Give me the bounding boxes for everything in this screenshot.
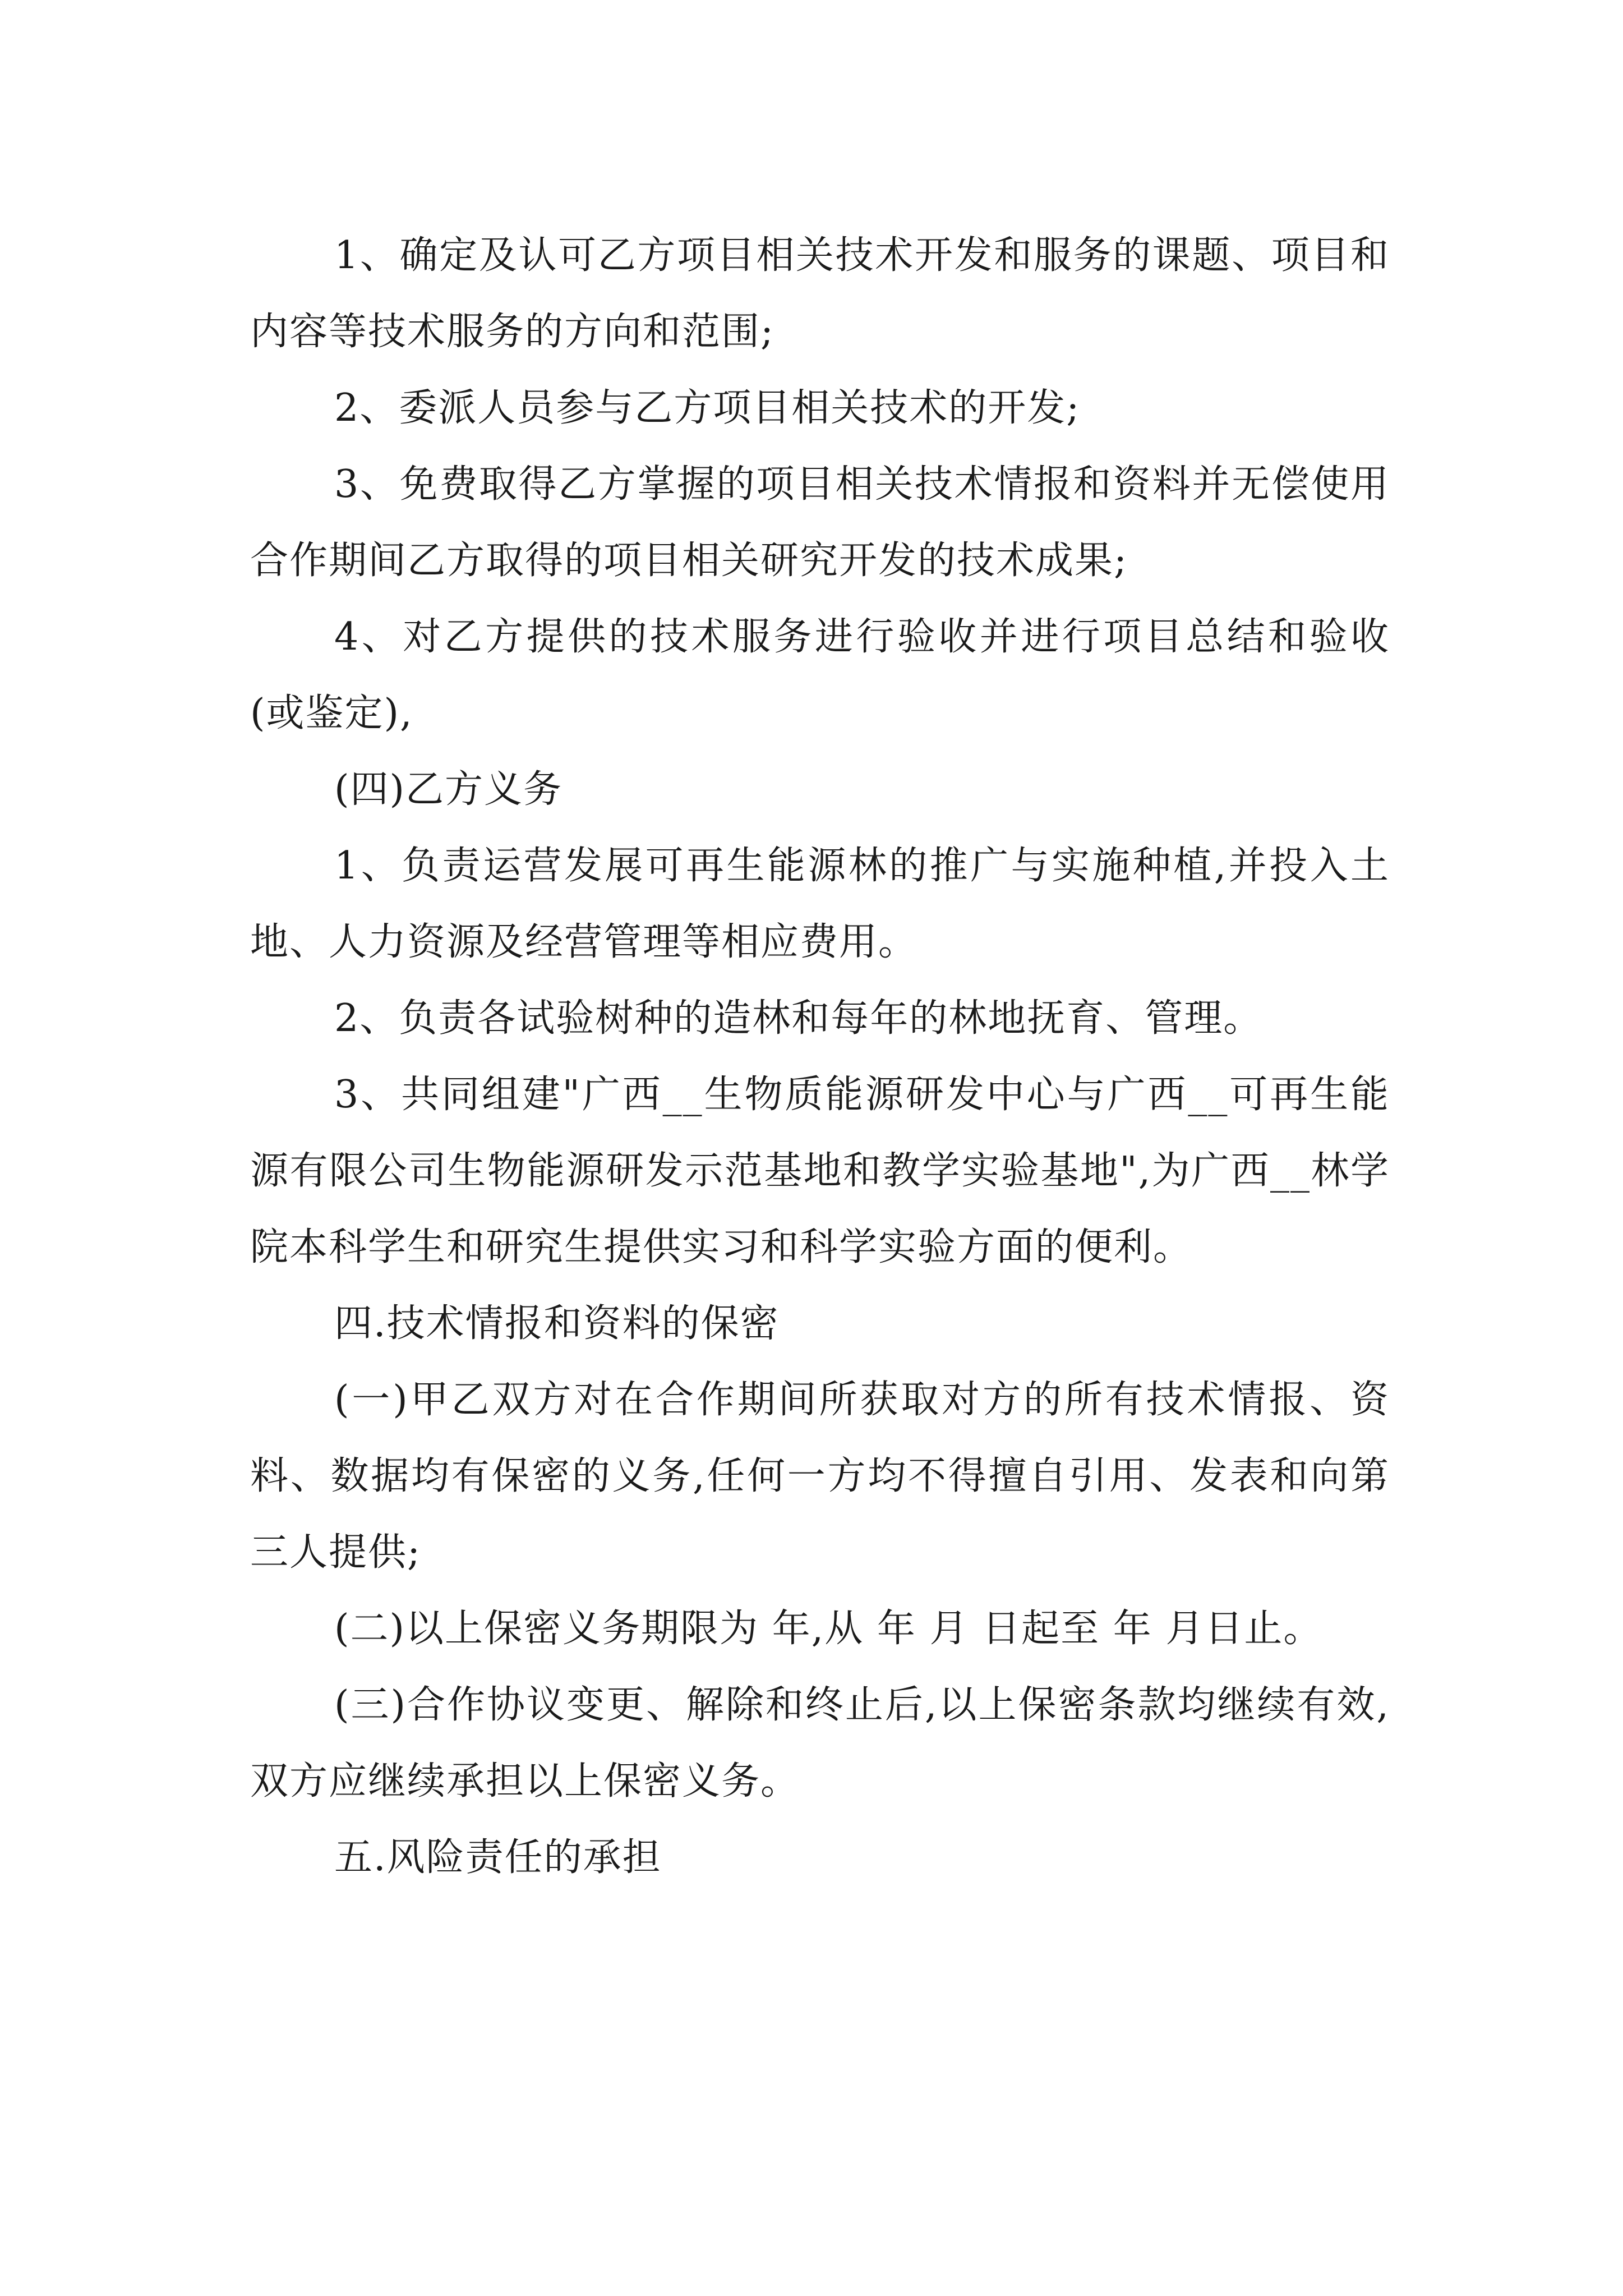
paragraph-party-b-obligation-1: 1、负责运营发展可再生能源林的推广与实施种植,并投入土地、人力资源及经营管理等相应费用。 (250, 844, 1390, 964)
paragraph-confidentiality-3: (三)合作协议变更、解除和终止后,以上保密条款均继续有效,双方应继续承担以上保密义务。 (250, 1683, 1390, 1803)
paragraph-party-a-right-1: 1、确定及认可乙方项目相关技术开发和服务的课题、项目和内容等技术服务的方向和范围; (250, 233, 1390, 354)
paragraph-party-b-obligation-2: 2、负责各试验树种的造林和每年的林地抚育、管理。 (334, 996, 1263, 1041)
heading-risk-liability: 五.风险责任的承担 (334, 1835, 662, 1880)
paragraph-confidentiality-2: (二)以上保密义务期限为 年,从 年 月 日起至 年 月日止。 (334, 1607, 1323, 1651)
heading-confidentiality: 四.技术情报和资料的保密 (334, 1301, 780, 1346)
heading-party-b-obligations: (四)乙方义务 (334, 767, 563, 812)
paragraph-party-a-right-2: 2、委派人员参与乙方项目相关技术的开发; (334, 386, 1081, 430)
document-body (250, 218, 1390, 1896)
paragraph-confidentiality-1: (一)甲乙双方对在合作期间所获取对方的所有技术情报、资料、数据均有保密的义务,任何一方均不得擅自引用、发表和向第三人提供; (250, 1378, 1390, 1575)
paragraph-party-a-right-3: 3、免费取得乙方掌握的项目相关技术情报和资料并无偿使用合作期间乙方取得的项目相关研究开发的技术成果; (250, 462, 1390, 583)
paragraph-party-a-right-4: 4、对乙方提供的技术服务进行验收并进行项目总结和验收(或鉴定), (250, 615, 1390, 735)
paragraph-party-b-obligation-3: 3、共同组建"广西__生物质能源研发中心与广西__可再生能源有限公司生物能源研发示范基地和教学实验基地",为广西__林学院本科学生和研究生提供实习和科学实验方面的便利。 (250, 1073, 1390, 1269)
